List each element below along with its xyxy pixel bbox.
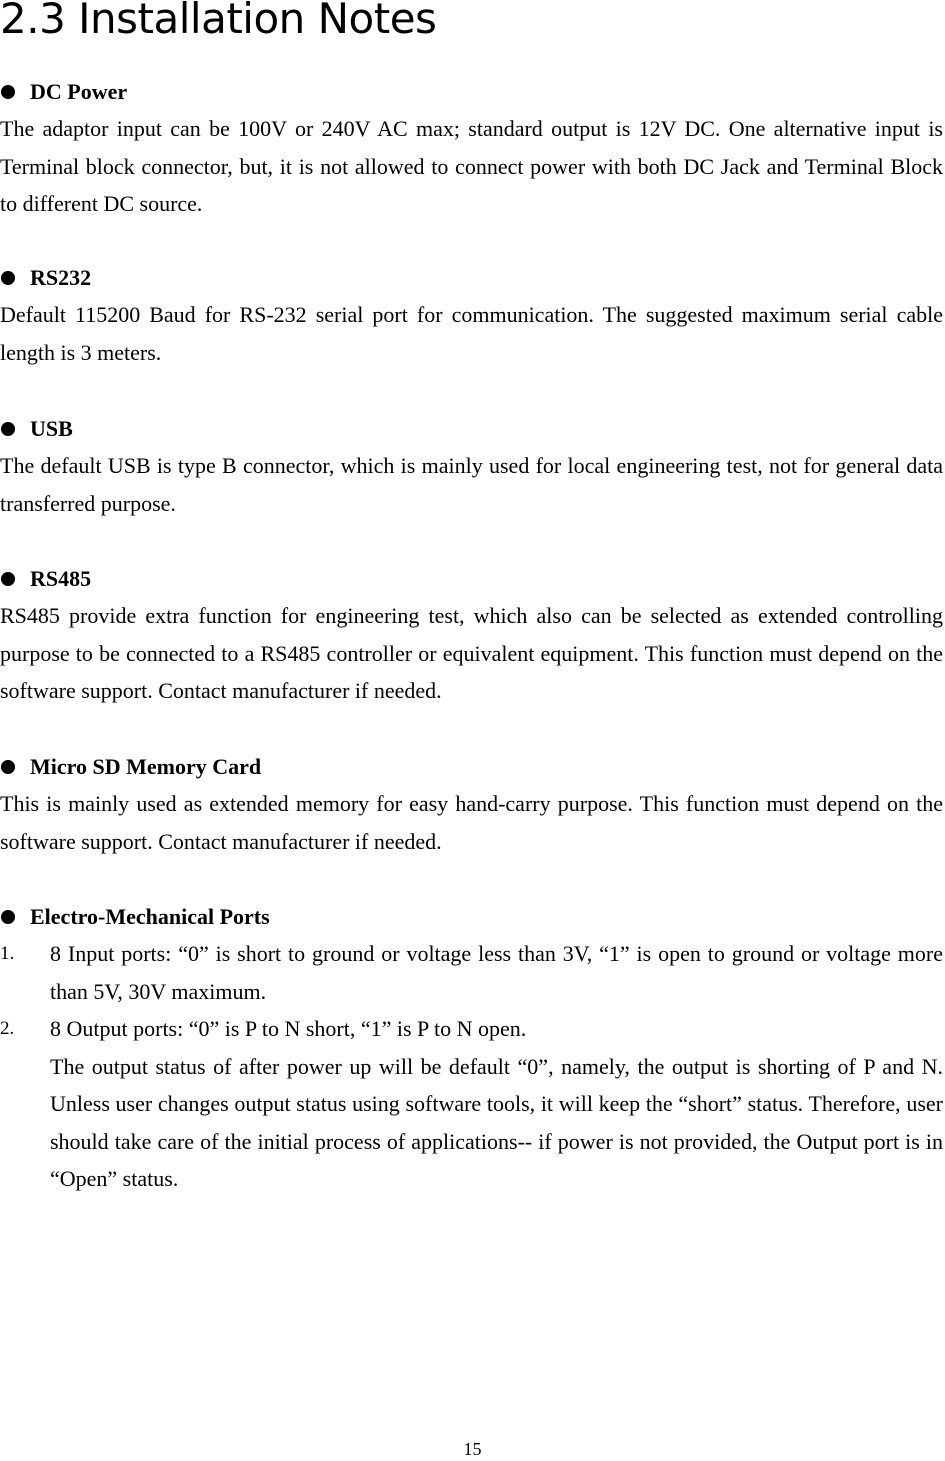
section-title [0,411,943,447]
section-micro-sd [0,749,943,860]
section-body: The default USB is type B connector, which is mainly used for local engineering test, not for general data transferred purpose. [0,453,943,516]
section-title-text: Micro SD Memory Card [30,754,262,779]
page-number: 15 [463,1439,482,1459]
section-title [0,749,943,785]
section-rs485 [0,561,943,710]
section-title-text: RS232 [30,265,92,290]
section-body: RS485 provide extra function for engineering test, which also can be selected as extended controlling purpose to be connected to a RS485 controller or equivalent equipment. This function must depend on the software support. Contact manufacturer if needed. [0,603,943,703]
section-title-text: USB [30,416,73,441]
bullet-icon [1,572,15,586]
section-body: Default 115200 Baud for RS-232 serial port for communication. The suggested maximum serial cable length is 3 meters. [0,302,943,365]
bullet-icon [1,760,15,774]
section-electro-mechanical-ports [0,899,943,1198]
bullet-icon [1,85,15,99]
bullet-icon [1,422,15,436]
section-body: This is mainly used as extended memory for easy hand-carry purpose. This function must depend on the software support. Contact manufacturer if needed. [0,791,943,854]
section-title [0,74,943,110]
bullet-icon [1,271,15,285]
section-title [0,260,943,296]
list-number: 1. [0,943,15,964]
section-title-text: DC Power [30,79,128,104]
page-heading: 2.3 Installation Notes [0,0,437,43]
list-item [0,1010,943,1198]
section-body: The adaptor input can be 100V or 240V AC max; standard output is 12V DC. One alternative input is Terminal block connector, but, it is not allowed to connect power with both DC Jack and Terminal Block to different DC source. [0,116,943,216]
list-number: 2. [0,1018,15,1039]
list-item-text: 8 Input ports: “0” is short to ground or voltage less than 3V, “1” is open to ground or voltage more than 5V, 30V maximum. [50,941,943,1004]
list-item-text: 8 Output ports: “0” is P to N short, “1” is P to N open. [50,1016,527,1041]
list-item-note: The output status of after power up will be default “0”, namely, the output is shorting of P and N. Unless user changes output status using software tools, it will keep the “short” status. Therefore, user should take care of the initial process of applications-- if power is not provided, the Output port is in “Open” status. [50,1053,943,1191]
section-title [0,561,943,597]
list-item [0,935,943,1010]
section-usb [0,411,943,522]
section-rs232 [0,260,943,371]
bullet-icon [1,910,15,924]
section-title-text: RS485 [30,566,92,591]
section-title-text: Electro-Mechanical Ports [30,904,270,929]
section-dc-power [0,74,943,223]
section-title [0,899,943,935]
